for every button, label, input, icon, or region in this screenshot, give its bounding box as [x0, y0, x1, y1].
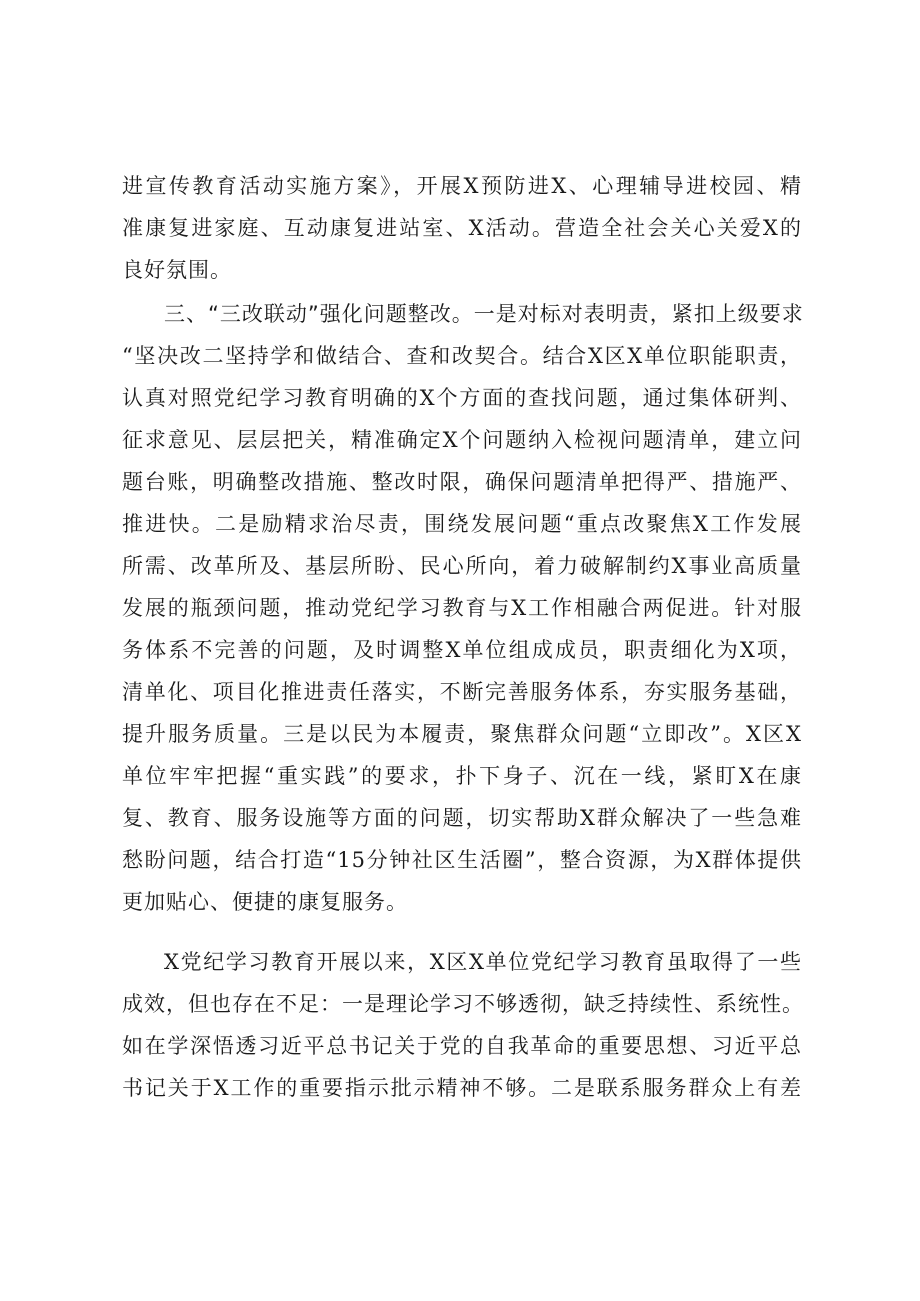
body-text-line: 单位牢牢把握“重实践”的要求，扑下身子、沉在一线，紧盯X在康	[122, 764, 802, 788]
body-text-line: 复、教育、服务设施等方面的问题，切实帮助X群众解决了一些急难	[122, 806, 802, 830]
body-text-line: 成效，但也存在不足：一是理论学习不够透彻，缺乏持续性、系统性。	[122, 992, 804, 1016]
body-text-line: 清单化、项目化推进责任落实，不断完善服务体系，夯实服务基础，	[122, 680, 802, 704]
section-heading: 三、“三改联动”强化问题整改。	[164, 302, 474, 326]
body-text-line: 务体系不完善的问题，及时调整X单位组成成员，职责细化为X项，	[122, 638, 802, 662]
body-text-span: 一是对标对表明责，紧扣上级要求	[473, 302, 804, 326]
body-text-line: X党纪学习教育开展以来，X区X单位党纪学习教育虽取得了一些	[164, 950, 802, 974]
body-text-line: 认真对照党纪学习教育明确的X个方面的查找问题，通过集体研判、	[122, 386, 802, 410]
body-text-line: 书记关于X工作的重要指示批示精神不够。二是联系服务群众上有差	[122, 1076, 802, 1100]
body-text-line: 进宣传教育活动实施方案》，开展X预防进X、心理辅导进校园、精	[122, 174, 802, 198]
section-heading-line	[164, 294, 802, 334]
body-text-line: 如在学深悟透习近平总书记关于党的自我革命的重要思想、习近平总	[122, 1034, 802, 1058]
body-text-line: 所需、改革所及、基层所盼、民心所向，着力破解制约X事业高质量	[122, 554, 802, 578]
body-text-line: 愁盼问题，结合打造“15分钟社区生活圈”，整合资源，为X群体提供	[122, 848, 802, 872]
body-text-line: 题台账，明确整改措施、整改时限，确保问题清单把得严、措施严、	[122, 470, 802, 494]
body-text-line: 发展的瓶颈问题，推动党纪学习教育与X工作相融合两促进。针对服	[122, 596, 802, 620]
body-text-line: 提升服务质量。三是以民为本履责，聚焦群众问题“立即改”。X区X	[122, 722, 802, 746]
body-text-line: 更加贴心、便捷的康复服务。	[122, 890, 408, 914]
body-text-line: 征求意见、层层把关，精准确定X个问题纳入检视问题清单，建立问	[122, 428, 802, 452]
body-text-line: 准康复进家庭、互动康复进站室、X活动。营造全社会关心关爱X的	[122, 216, 802, 240]
body-text-line: “坚决改二坚持学和做结合、查和改契合。结合X区X单位职能职责，	[122, 344, 802, 368]
body-text-line: 良好氛围。	[122, 258, 232, 282]
body-text-line: 推进快。二是励精求治尽责，围绕发展问题“重点改聚焦X工作发展	[122, 512, 802, 536]
